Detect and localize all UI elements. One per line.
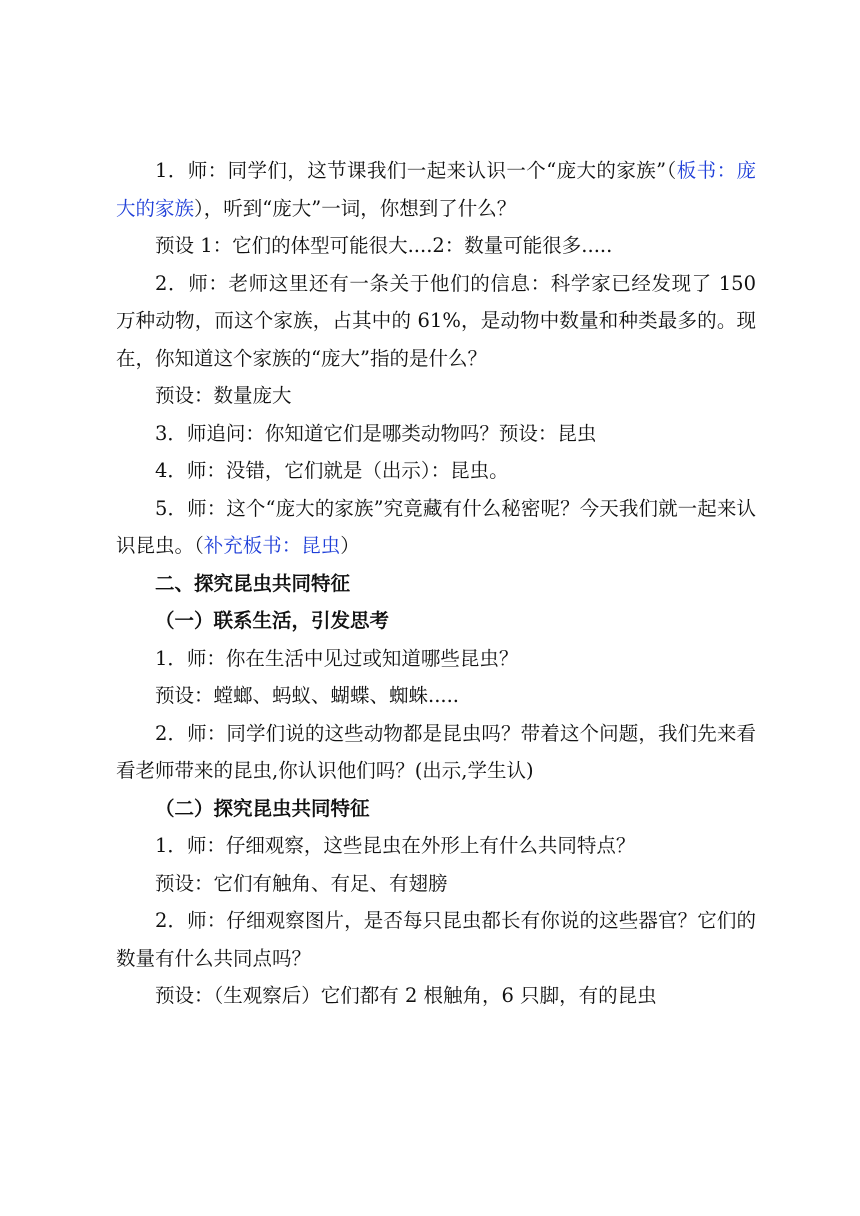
paragraph-13: 2．师：仔细观察图片，是否每只昆虫都长有你说的这些器官？它们的数量有什么共同点吗？ <box>116 909 756 970</box>
blackboard-note-insect: 补充板书：昆虫 <box>203 534 341 557</box>
paragraph-1 <box>116 152 756 227</box>
paragraph-11: 1．师：仔细观察，这些昆虫在外形上有什么共同特点？ <box>155 834 636 857</box>
subsection-heading-1: （一）联系生活，引发思考 <box>155 609 390 632</box>
paragraph-1-text-end: ），听到“庞大”一词，你想到了什么？ <box>194 196 517 220</box>
paragraph-5: 3．师追问：你知道它们是哪类动物吗？预设：昆虫 <box>155 421 597 445</box>
paragraph-10: 2．师：同学们说的这些动物都是昆虫吗？带着这个问题，我们先来看看老师带来的昆虫,你认识他们吗？(出示,学生认) <box>116 721 756 782</box>
paragraph-1-text: 1．师：同学们，这节课我们一起来认识一个“庞大的家族”（ <box>155 159 677 182</box>
paragraph-12: 预设：它们有触角、有足、有翅膀 <box>155 871 448 895</box>
paragraph-9: 预设：螳螂、蚂蚁、蝴蝶、蜘蛛..... <box>155 684 459 707</box>
paragraph-7-text: 5．师：这个“庞大的家族”究竟藏有什么秘密呢？今天我们就一起来认识昆虫。（ <box>116 496 756 557</box>
subsection-heading-2: （二）探究昆虫共同特征 <box>155 796 370 820</box>
paragraph-2: 预设 1：它们的体型可能很大....2：数量可能很多..... <box>155 234 613 257</box>
paragraph-7-text-end: ） <box>340 534 360 557</box>
paragraph-14: 预设：（生观察后）它们都有 2 根触角，6 只脚，有的昆虫 <box>155 984 657 1007</box>
paragraph-3: 2．师：老师这里还有一条关于他们的信息：科学家已经发现了 150 万种动物，而这个家族，占其中的 61%，是动物中数量和种类最多的。现在，你知道这个家族的“庞大”指的是什么？ <box>116 271 756 370</box>
section-heading: 二、探究昆虫共同特征 <box>155 571 351 595</box>
paragraph-4: 预设：数量庞大 <box>155 384 292 407</box>
blackboard-note-family: 板书：庞大的家族 <box>116 159 756 220</box>
paragraph-8: 1．师：你在生活中见过或知道哪些昆虫？ <box>155 646 519 670</box>
document-body <box>116 152 756 1015</box>
paragraph-7 <box>116 490 756 565</box>
paragraph-6: 4．师：没错，它们就是（出示）：昆虫。 <box>155 459 509 482</box>
